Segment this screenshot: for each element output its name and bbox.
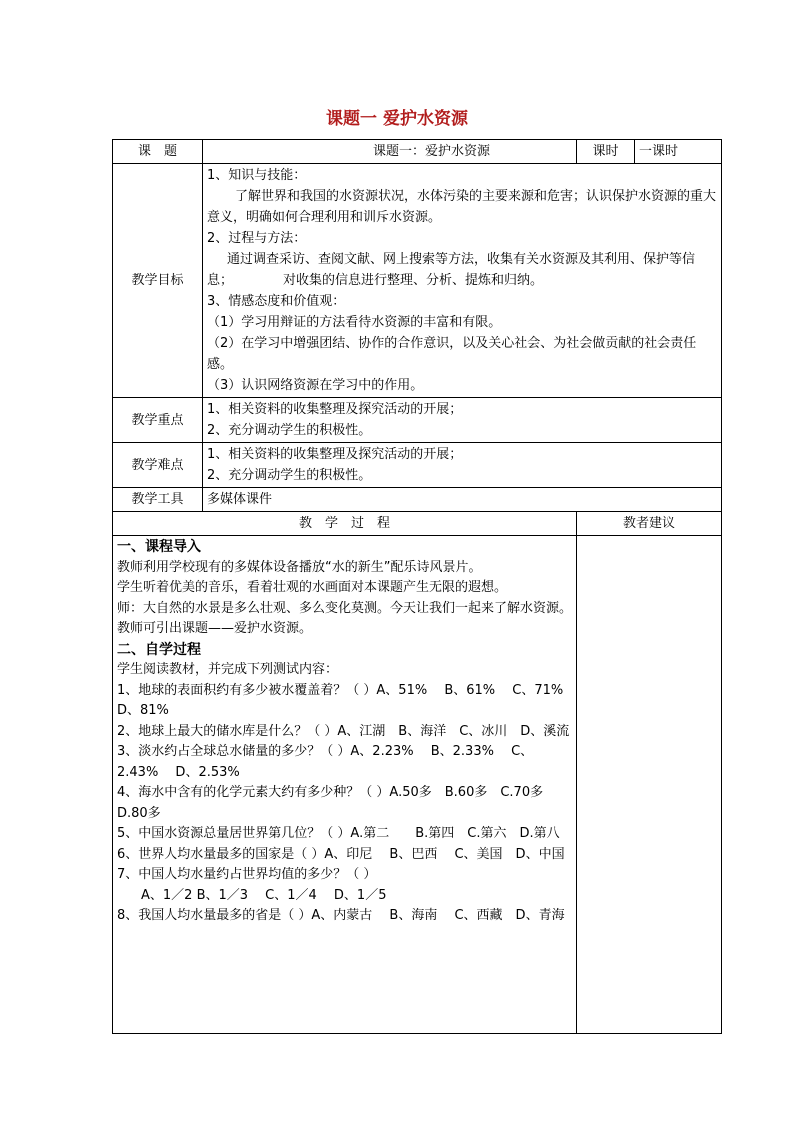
difficulties-row [113,443,722,488]
key-points-label: 教学重点 [113,398,203,443]
tools-row [113,488,722,512]
advice-header: 教者建议 [577,512,722,536]
goals-heading-1: 1、知识与技能： [207,168,307,183]
question-2: 2、地球上最大的储水库是什么？（ ）A、江湖 B、海洋 C、冰川 D、溪流 [117,723,570,739]
tools-value: 多媒体课件 [203,488,722,512]
section-1-line-1: 教师利用学校现有的多媒体设备播放“水的新生”配乐诗风景片。 [117,559,482,575]
topic-value: 课题一：爱护水资源 [203,140,577,164]
topic-row [113,140,722,164]
difficulties-label: 教学难点 [113,443,203,488]
difficulties-content [203,443,722,488]
key-points-content [203,398,722,443]
key-points-row [113,398,722,443]
difficulty-1: 1、相关资料的收集整理及探究活动的开展； [207,447,463,462]
goals-item-1: （1）学习用辩证的方法看待水资源的丰富和有限。 [207,315,502,330]
difficulty-2: 2、充分调动学生的积极性。 [207,468,372,483]
page-title: 课题一 爱护水资源 [326,109,468,129]
goals-text-1: 了解世界和我国的水资源状况，水体污染的主要来源和危害；认识保护水资源的重大意义，明确如何合理利用和训斥水资源。 [207,189,717,225]
goals-text-2b: 对收集的信息进行整理、分析、提炼和归纳。 [283,273,544,288]
goals-row [113,164,722,398]
section-1-line-4: 教师可引出课题——爱护水资源。 [117,621,313,636]
question-3: 3、淡水约占全球总水储量的多少？（ ）A、2.23% B、2.33% C、2.43% D、2.53% [117,744,534,780]
process-content [113,536,581,1034]
question-4: 4、海水中含有的化学元素大约有多少种？（ ）A.50多 B.60多 C.70多D.80多 [117,785,544,821]
lesson-plan-table [112,139,722,1034]
question-7-options: A、1／2 B、1／3 C、1／4 D、1／5 [141,887,387,903]
question-1: 1、地球的表面积约有多少被水覆盖着？（ ）A、51% B、61% C、71% D、81% [117,682,581,718]
goals-item-2: （2）在学习中增强团结、协作的合作意识，以及关心社会、为社会做贡献的社会责任感。 [207,336,697,372]
process-header-row [113,512,722,536]
question-8: 8、我国人均水量最多的省是（ ）A、内蒙古 B、海南 C、西藏 D、青海 [117,908,565,923]
goals-item-3: （3）认识网络资源在学习中的作用。 [207,378,424,393]
key-point-1: 1、相关资料的收集整理及探究活动的开展； [207,402,463,417]
section-1-line-3: 师：大自然的水景是多么壮观、多么变化莫测。今天让我们一起来了解水资源。 [117,600,573,616]
goals-text-2 [207,249,717,291]
question-7: 7、中国人均水量约占世界均值的多少？（ ） [117,867,377,882]
goals-heading-3: 3、情感态度和价值观： [207,294,346,309]
tools-label: 教学工具 [113,488,203,512]
goals-heading-2: 2、过程与方法： [207,231,307,246]
question-6: 6、世界人均水量最多的国家是（ ）A、印尼 B、巴西 C、美国 D、中国 [117,846,565,862]
section-2-title: 二、自学过程 [117,641,201,658]
section-1-line-2: 学生听着优美的音乐，看着壮观的水画面对本课题产生无限的遐想。 [117,580,508,595]
process-header: 教 学 过 程 [113,512,577,536]
goals-label: 教学目标 [113,164,203,398]
period-value: 一课时 [635,140,722,164]
question-5: 5、中国水资源总量居世界第几位？（ ）A.第二 B.第四 C.第六 D.第八 [117,826,560,841]
section-1-title: 一、课程导入 [117,539,201,555]
section-2-intro: 学生阅读教材，并完成下列测试内容： [117,662,339,677]
period-label: 课时 [577,140,635,164]
topic-label: 课 题 [113,140,203,164]
key-point-2: 2、充分调动学生的积极性。 [207,423,372,438]
advice-content [577,536,722,1034]
goals-text-2a: 通过调查采访、查阅文献、网上搜索等方法，收集有关水资源及其利用、保护等信息； [207,252,696,288]
goals-content [203,164,722,398]
process-row [113,536,722,1034]
